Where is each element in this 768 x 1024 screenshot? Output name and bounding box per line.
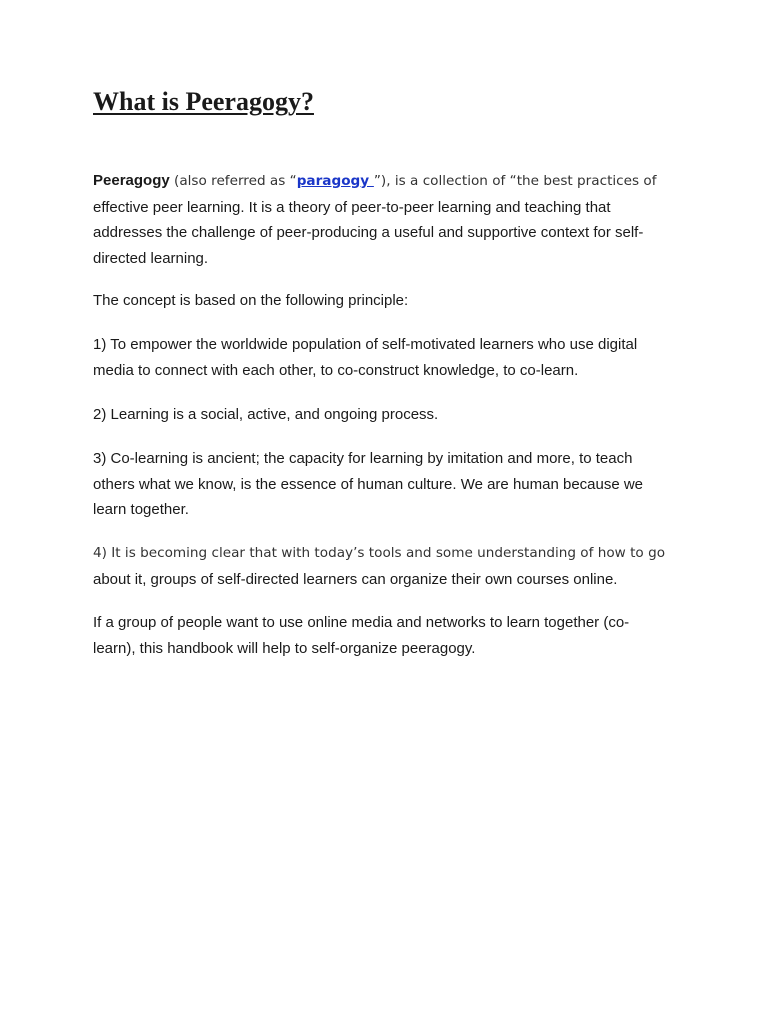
principle-3-line-1: 3) Co-learning is ancient; the capacity for learning by imitation and more, to teach xyxy=(93,450,633,467)
principle-4-line-2: about it, groups of self-directed learners can organize their own courses online. xyxy=(93,570,618,588)
principle-4 xyxy=(93,541,673,592)
paragogy-link[interactable]: paragogy xyxy=(296,173,374,189)
intro-line-1 xyxy=(93,168,673,195)
principle-2 xyxy=(93,402,673,428)
closing-line-2: learn), this handbook will help to self-organize peeragogy. xyxy=(93,639,476,657)
principle-1-line-2: media to connect with each other, to co-construct knowledge, to co-learn. xyxy=(93,361,579,379)
term-peeragogy: Peeragogy xyxy=(93,172,170,189)
principle-1-line-1: 1) To empower the worldwide population of self-motivated learners who use digital xyxy=(93,336,638,353)
principle-4-line-1: 4) It is becoming clear that with today’s tools and some understanding of how to go xyxy=(93,545,666,561)
concept-paragraph xyxy=(93,288,673,314)
aka-suffix: ”), is a collection of “the best practices of xyxy=(373,173,657,189)
principle-1 xyxy=(93,332,673,383)
intro-line-3: addresses the challenge of peer-producing a useful and supportive context for self- xyxy=(93,224,644,241)
intro-paragraph xyxy=(93,168,673,271)
principle-3-line-2: others what we know, is the essence of human culture. We are human because we xyxy=(93,475,644,493)
closing-line-1: If a group of people want to use online media and networks to learn together (co- xyxy=(93,614,630,631)
principle-3-line-3: learn together. xyxy=(93,501,189,518)
principle-3 xyxy=(93,446,673,523)
principle-2-line-1: 2) Learning is a social, active, and ongoing process. xyxy=(93,406,439,423)
aka-prefix: (also referred as “ xyxy=(169,173,297,189)
intro-line-2: effective peer learning. It is a theory of peer-to-peer learning and teaching that xyxy=(93,198,611,216)
page-title: What is Peeragogy? xyxy=(93,87,314,116)
closing-paragraph xyxy=(93,610,673,661)
concept-line: The concept is based on the following principle: xyxy=(93,292,409,309)
intro-line-4: directed learning. xyxy=(93,249,209,267)
